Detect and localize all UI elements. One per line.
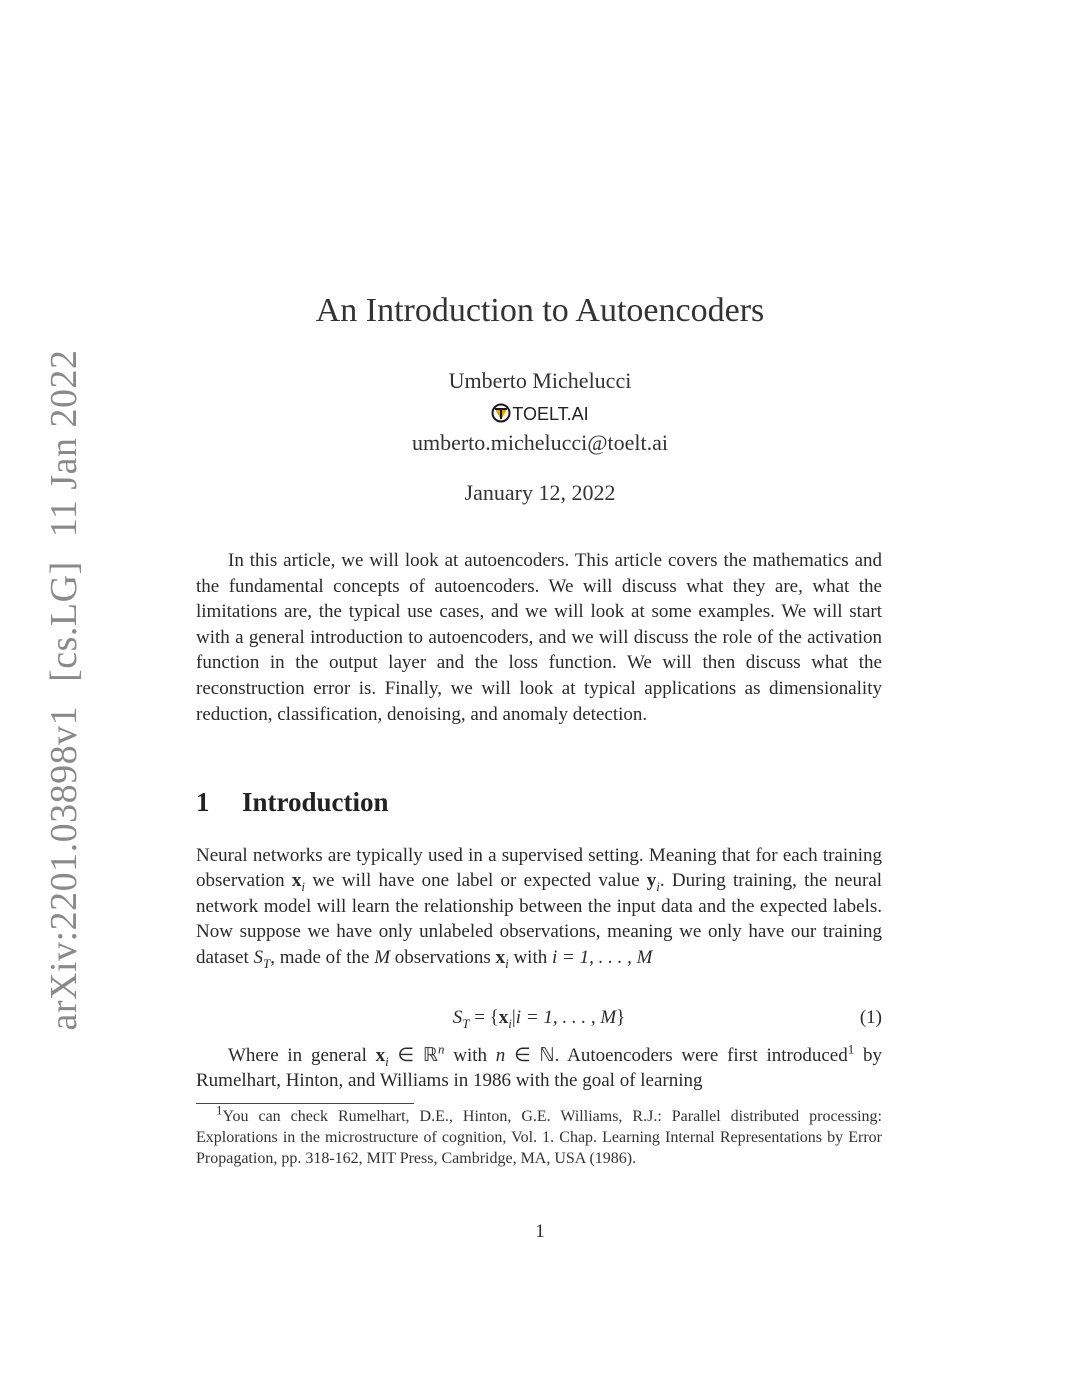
section-heading xyxy=(196,787,389,818)
toelt-logo-icon xyxy=(491,403,511,423)
equation-body: $S_T = \{x_i|i = 1$, . . . , M} xyxy=(452,1007,626,1031)
paper-title: An Introduction to Autoencoders xyxy=(315,292,765,329)
paper-date: January 12, 2022 xyxy=(464,480,616,505)
footnote-reference[interactable]: 1 xyxy=(847,1041,855,1057)
equation xyxy=(196,1007,882,1033)
paragraph: Neural networks are typically used in a supervised setting. Meaning that for each training observation $x_i$ we will have one label or expected value $y_i$. During training, the neural network model will learn the relationship between the input data and the expected labels. Now suppose we have only unlabeled observations, meaning we only have our training dataset $S_T$, made of the M observations $x_i$ with i = 1, . . . , M xyxy=(196,845,883,971)
footnote xyxy=(196,1102,882,1169)
author-email[interactable]: umberto.michelucci@toelt.ai xyxy=(411,430,669,455)
paragraph: Where in general $x_i$ ∈ ℝ$^n$ with n ∈ ℕ. Autoencoders were first introduced$^1$ by Rumelhart, Hinton, and Williams in 1986 with the goal of learning xyxy=(196,1041,883,1092)
footnote-mark: 1 xyxy=(216,1102,223,1118)
affiliation xyxy=(0,403,1080,425)
abstract: In this article, we will look at autoencoders. This article covers the mathematics and the fundamental concepts of autoencoders. We will discuss what they are, what the limitations are, the typical use cases, and we will look at some examples. We will start with a general introduction to autoencoders, and we will discuss the role of the activation function in the output layer and the loss function. We will then discuss what the reconstruction error is. Finally, we will look at typical applications as dimensionality reduction, classification, denoising, and anomaly detection. xyxy=(196,550,882,725)
arxiv-date: 11 Jan 2022 xyxy=(43,349,85,538)
equation-number: (1) xyxy=(859,1007,882,1028)
footnote-text: You can check Rumelhart, D.E., Hinton, G.E. Williams, R.J.: Parallel distributed processing: Explorations in the microstructure of cognition, Vol. 1. Chap. Learning Internal Representations by Error Propagation, pp. 318-162, MIT Press, Cambridge, MA, USA (1986). xyxy=(196,1108,882,1167)
arxiv-category: [cs.LG] xyxy=(43,561,85,682)
section-number: 1 xyxy=(196,787,210,817)
author-name: Umberto Michelucci xyxy=(448,368,632,393)
page-number: 1 xyxy=(535,1221,545,1242)
arxiv-id: arXiv:2201.03898v1 xyxy=(43,705,85,1031)
affiliation-name: TOELT.AI xyxy=(512,404,589,424)
section-title: Introduction xyxy=(242,787,389,817)
footnote-rule xyxy=(196,1103,414,1104)
